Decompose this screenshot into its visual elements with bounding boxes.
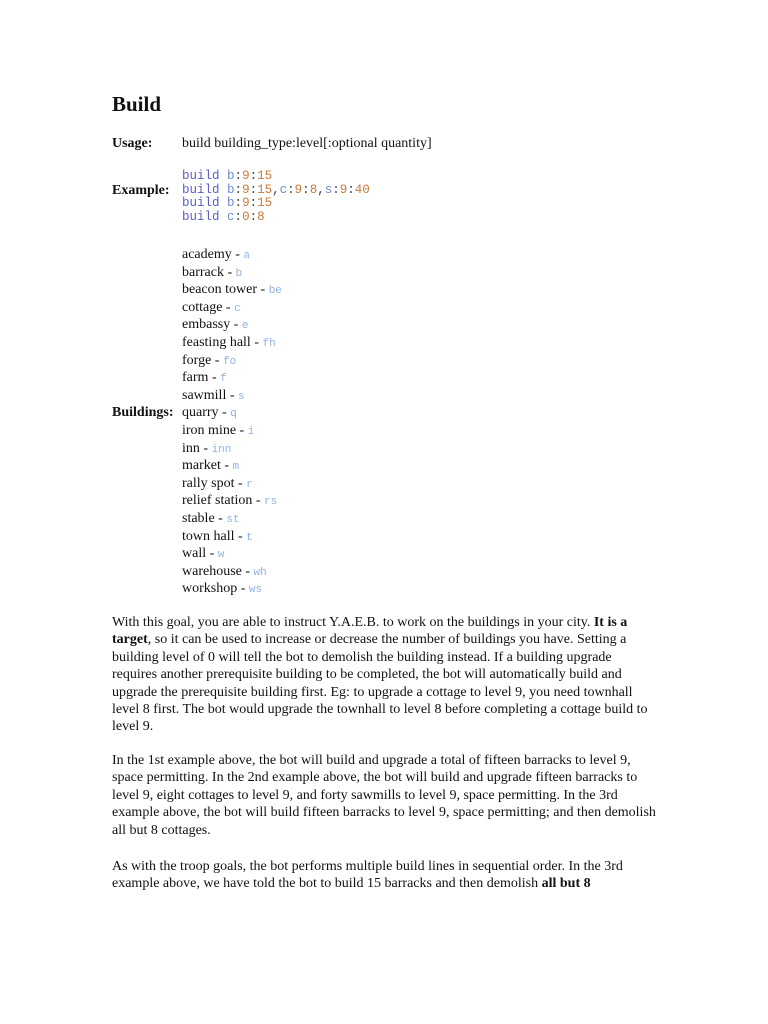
building-name: workshop	[182, 581, 238, 597]
building-item: barrack - b	[182, 264, 243, 280]
paragraph-examples-explanation	[112, 752, 657, 839]
building-code: r	[246, 478, 253, 491]
building-code: be	[268, 285, 282, 298]
example-separator: :	[249, 196, 258, 211]
building-code: c	[234, 302, 241, 315]
building-name: market	[182, 458, 221, 474]
building-code: e	[241, 320, 249, 333]
paragraph-sequential-order	[112, 858, 657, 893]
example-code-block	[182, 170, 370, 225]
building-name: sawmill	[182, 387, 227, 403]
example-building-code: s	[324, 182, 333, 197]
example-command: build	[182, 169, 220, 183]
building-code: q	[230, 408, 237, 421]
example-line	[182, 197, 370, 211]
building-item: embassy - e	[182, 317, 249, 333]
building-name: inn	[182, 440, 200, 456]
example-building-code: b	[227, 182, 235, 197]
example-command: build	[182, 196, 220, 211]
usage-syntax: build building_type:level[:optional quantity]	[182, 136, 432, 151]
building-name: beacon tower	[182, 282, 258, 298]
building-name: academy	[182, 247, 232, 262]
example-separator: :	[234, 182, 243, 197]
building-item: warehouse - wh	[182, 563, 267, 579]
building-code: m	[232, 461, 240, 474]
building-code: fh	[262, 337, 276, 350]
building-item: iron mine - i	[182, 422, 255, 438]
example-separator: :	[249, 169, 258, 183]
building-code: rs	[264, 496, 278, 509]
example-label: Example:	[112, 183, 170, 198]
example-level: 9	[294, 182, 303, 197]
page-title: Build	[112, 92, 162, 116]
example-building-code: b	[227, 196, 235, 211]
example-line	[182, 211, 370, 225]
buildings-list	[182, 246, 282, 598]
building-item: academy - a	[182, 247, 251, 262]
building-name: embassy	[182, 317, 231, 333]
building-item: rally spot - r	[182, 475, 253, 491]
building-code: t	[246, 531, 253, 544]
buildings-label: Buildings:	[112, 405, 174, 420]
building-name: feasting hall	[182, 334, 251, 350]
building-code: s	[238, 390, 245, 403]
example-quantity: 40	[354, 182, 370, 197]
paragraph-text: With this goal, you are able to instruct Y.A.E.B. to work on the buildings in your city.	[112, 615, 594, 630]
building-name: stable	[182, 510, 215, 526]
paragraph-text: As with the troop goals, the bot performs multiple build lines in sequential order. In the 3rd example above, we have told the bot to build 15 barracks and then demolish	[112, 859, 623, 892]
building-name: forge	[182, 352, 212, 368]
example-line	[182, 184, 370, 198]
example-separator: :	[249, 210, 258, 225]
building-code: b	[235, 267, 243, 280]
building-item: cottage - c	[182, 299, 241, 315]
building-item: feasting hall - fh	[182, 334, 276, 350]
example-quantity: 8	[257, 210, 265, 225]
building-name: relief station	[182, 493, 253, 509]
building-item: market - m	[182, 458, 240, 474]
example-separator: :	[347, 182, 355, 197]
example-level: 9	[242, 196, 250, 211]
building-item: workshop - ws	[182, 581, 263, 597]
example-building-code: b	[227, 169, 235, 183]
building-name: farm	[182, 370, 209, 386]
example-separator: :	[234, 169, 243, 183]
example-separator: ,	[272, 182, 280, 197]
example-separator: ,	[317, 182, 325, 197]
example-level: 9	[242, 169, 250, 183]
example-level: 9	[242, 182, 250, 197]
building-code: f	[220, 373, 227, 386]
building-name: barrack	[182, 264, 224, 280]
building-item: wall - w	[182, 546, 225, 562]
example-separator: :	[302, 182, 310, 197]
building-code: inn	[211, 443, 232, 456]
example-quantity: 15	[257, 182, 273, 197]
example-level: 9	[339, 182, 348, 197]
example-command: build	[182, 182, 220, 197]
building-code: wh	[253, 566, 267, 579]
emphasis-text: It is a target	[112, 615, 628, 648]
paragraph-text: In the 1st example above, the bot will build and upgrade a total of fifteen barracks to level 9, space permitting. In the 2nd example above, the bot will build and upgrade fifteen barracks to level 9, eight cottages to level 9, and forty sawmills to level 9, space permitting. In the 3rd example above, the bot will build fifteen barracks to level 9, space permitting; and then demolish all but 8 cottages.	[112, 753, 656, 838]
building-item: beacon tower - be	[182, 282, 282, 298]
example-level: 0	[242, 210, 250, 225]
paragraph-text: , so it can be used to increase or decrease the number of buildings you have. Setting a building level of 0 will tell the bot to demolish the building instead. If a building upgrade requires another prerequisite building to be completed, the bot will automatically build and upgrade the prerequisite building first. Eg: to upgrade a cottage to level 9, you need townhall level 8 first. The bot would upgrade the townhall to level 8 before completing a cottage build to level 9.	[112, 632, 648, 735]
building-item: farm - f	[182, 370, 227, 386]
paragraph-target-explanation	[112, 614, 657, 736]
building-name: wall	[182, 546, 207, 562]
building-name: cottage	[182, 299, 223, 315]
building-code: i	[247, 425, 255, 438]
building-item: town hall - t	[182, 528, 253, 544]
building-name: iron mine	[182, 422, 237, 438]
example-separator: :	[234, 196, 243, 211]
building-item: relief station - rs	[182, 493, 278, 509]
example-separator: :	[249, 182, 258, 197]
example-separator: :	[234, 210, 243, 225]
building-item: inn - inn	[182, 440, 232, 456]
emphasis-text: all but 8	[541, 876, 591, 892]
building-code: a	[243, 250, 251, 262]
example-quantity: 15	[257, 169, 273, 183]
building-item: forge - fo	[182, 352, 237, 368]
building-item: sawmill - s	[182, 387, 245, 403]
building-item: quarry - q	[182, 405, 237, 421]
building-name: quarry	[182, 405, 219, 421]
example-separator: :	[287, 182, 295, 197]
building-code: fo	[222, 355, 237, 368]
example-line	[182, 170, 370, 184]
building-name: warehouse	[182, 563, 242, 579]
example-quantity: 8	[309, 182, 318, 197]
building-item: stable - st	[182, 510, 240, 526]
building-code: w	[217, 549, 225, 562]
building-name: town hall	[182, 528, 235, 544]
example-building-code: c	[279, 182, 288, 197]
building-code: ws	[248, 584, 263, 597]
usage-label: Usage:	[112, 136, 153, 151]
example-building-code: c	[227, 210, 235, 225]
building-name: rally spot	[182, 475, 235, 491]
example-command: build	[182, 210, 220, 225]
example-separator: :	[332, 182, 340, 197]
building-code: st	[226, 513, 240, 526]
example-quantity: 15	[257, 196, 273, 211]
